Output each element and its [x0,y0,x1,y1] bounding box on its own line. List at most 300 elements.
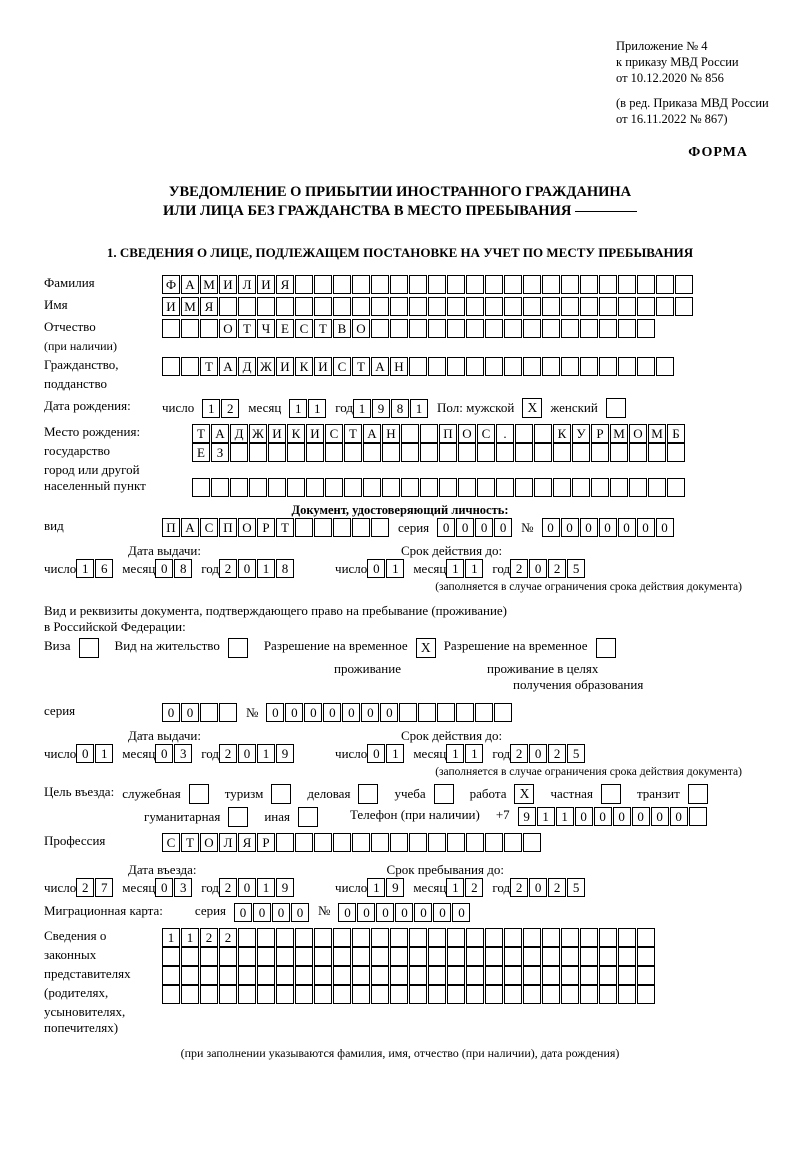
cell[interactable] [371,947,389,966]
cell[interactable]: 0 [376,903,394,922]
birthplace-input-row2[interactable] [192,443,686,462]
cell[interactable] [675,275,693,294]
cell[interactable]: 0 [253,903,271,922]
cell[interactable]: 0 [529,559,547,578]
cell[interactable]: 5 [567,559,585,578]
cell[interactable]: 2 [510,744,528,763]
cell[interactable] [523,985,541,1004]
cell[interactable] [390,275,408,294]
cell[interactable] [409,966,427,985]
cell[interactable] [656,275,674,294]
cell[interactable] [599,985,617,1004]
cell[interactable] [352,518,370,537]
cell[interactable] [314,833,332,852]
cell[interactable]: 1 [95,744,113,763]
cell[interactable]: 0 [613,807,631,826]
cell[interactable] [409,928,427,947]
cell[interactable] [238,297,256,316]
cell[interactable]: 0 [342,703,360,722]
cell[interactable] [485,947,503,966]
id-doc-valid-day-input[interactable] [367,559,405,578]
entry-month-input[interactable] [155,878,193,897]
id-doc-valid-month-input[interactable] [446,559,484,578]
cell[interactable] [523,319,541,338]
cell[interactable] [219,985,237,1004]
cell[interactable] [268,443,286,462]
cell[interactable] [314,985,332,1004]
cell[interactable] [238,947,256,966]
cell[interactable]: 2 [219,559,237,578]
cell[interactable] [333,947,351,966]
cell[interactable] [181,319,199,338]
cell[interactable]: 0 [323,703,341,722]
cell[interactable]: 9 [518,807,536,826]
cell[interactable]: С [325,424,343,443]
cell[interactable]: 9 [386,878,404,897]
cell[interactable]: 0 [361,703,379,722]
cell[interactable] [344,443,362,462]
cell[interactable]: 0 [76,744,94,763]
cell[interactable]: Ж [257,357,275,376]
cell[interactable] [534,424,552,443]
cell[interactable] [447,357,465,376]
cell[interactable] [314,928,332,947]
cell[interactable] [371,985,389,1004]
cell[interactable] [618,297,636,316]
cell[interactable] [667,443,685,462]
stay-doc-issue-year-input[interactable] [219,744,295,763]
cell[interactable]: 0 [599,518,617,537]
residence-checkbox[interactable] [228,638,248,658]
cell[interactable] [523,357,541,376]
cell[interactable] [409,985,427,1004]
edu-residence-checkbox[interactable] [596,638,616,658]
cell[interactable] [618,985,636,1004]
cell[interactable] [371,319,389,338]
cell[interactable]: П [439,424,457,443]
cell[interactable]: 0 [594,807,612,826]
cell[interactable] [504,947,522,966]
cell[interactable]: 2 [548,878,566,897]
purpose-option-checkbox-2[interactable] [358,784,378,804]
cell[interactable]: 2 [548,559,566,578]
cell[interactable] [314,275,332,294]
cell[interactable] [363,478,381,497]
cell[interactable]: И [314,357,332,376]
cell[interactable]: 0 [155,559,173,578]
cell[interactable]: 2 [200,928,218,947]
purpose-option-secondary-checkbox-0[interactable] [228,807,248,827]
cell[interactable]: Т [276,518,294,537]
cell[interactable] [287,443,305,462]
cell[interactable]: Н [390,357,408,376]
cell[interactable] [656,297,674,316]
cell[interactable] [561,275,579,294]
cell[interactable] [485,297,503,316]
visa-checkbox[interactable] [79,638,99,658]
citizenship-input[interactable] [162,357,675,376]
cell[interactable] [466,275,484,294]
cell[interactable]: Ж [249,424,267,443]
cell[interactable] [295,985,313,1004]
cell[interactable] [181,947,199,966]
cell[interactable] [276,833,294,852]
cell[interactable]: 2 [221,399,239,418]
cell[interactable]: 0 [380,703,398,722]
cell[interactable] [618,947,636,966]
cell[interactable]: 0 [357,903,375,922]
cell[interactable] [390,319,408,338]
cell[interactable] [219,297,237,316]
cell[interactable]: С [477,424,495,443]
cell[interactable] [276,297,294,316]
cell[interactable]: И [162,297,180,316]
cell[interactable]: Н [382,424,400,443]
cell[interactable] [418,703,436,722]
cell[interactable]: А [363,424,381,443]
id-doc-issue-year-input[interactable] [219,559,295,578]
purpose-option-secondary-checkbox-1[interactable] [298,807,318,827]
cell[interactable] [352,966,370,985]
cell[interactable] [485,319,503,338]
legal-rep-input-row3[interactable] [162,966,656,985]
cell[interactable] [399,703,417,722]
id-doc-issue-day-input[interactable] [76,559,114,578]
cell[interactable] [420,478,438,497]
cell[interactable]: И [219,275,237,294]
cell[interactable] [352,833,370,852]
cell[interactable] [599,319,617,338]
cell[interactable] [295,947,313,966]
cell[interactable] [637,297,655,316]
cell[interactable] [599,966,617,985]
cell[interactable] [219,966,237,985]
cell[interactable] [333,518,351,537]
purpose-option-checkbox-4[interactable]: Х [514,784,534,804]
cell[interactable] [542,357,560,376]
cell[interactable]: 5 [567,878,585,897]
cell[interactable] [162,966,180,985]
cell[interactable] [390,947,408,966]
cell[interactable]: О [352,319,370,338]
cell[interactable] [580,985,598,1004]
cell[interactable] [287,478,305,497]
cell[interactable] [295,966,313,985]
cell[interactable] [523,275,541,294]
cell[interactable]: 0 [575,807,593,826]
cell[interactable] [447,985,465,1004]
cell[interactable] [504,275,522,294]
cell[interactable]: Я [276,275,294,294]
cell[interactable] [561,947,579,966]
cell[interactable]: 1 [446,744,464,763]
cell[interactable] [610,478,628,497]
cell[interactable] [561,319,579,338]
cell[interactable] [333,966,351,985]
cell[interactable] [504,319,522,338]
cell[interactable]: 1 [257,878,275,897]
cell[interactable] [257,947,275,966]
cell[interactable]: 1 [202,399,220,418]
cell[interactable] [447,297,465,316]
cell[interactable]: О [238,518,256,537]
cell[interactable] [485,985,503,1004]
cell[interactable] [181,966,199,985]
cell[interactable]: 0 [656,518,674,537]
cell[interactable] [333,297,351,316]
cell[interactable]: 0 [162,703,180,722]
purpose-option-checkbox-3[interactable] [434,784,454,804]
cell[interactable]: 2 [219,928,237,947]
cell[interactable] [162,985,180,1004]
cell[interactable] [352,985,370,1004]
cell[interactable] [689,807,707,826]
cell[interactable] [333,928,351,947]
cell[interactable]: И [306,424,324,443]
cell[interactable] [314,297,332,316]
cell[interactable]: 0 [452,903,470,922]
stay-doc-number-input[interactable] [266,703,513,722]
cell[interactable]: 1 [386,559,404,578]
cell[interactable]: 0 [155,744,173,763]
migration-card-number-input[interactable] [338,903,471,922]
id-doc-type-input[interactable] [162,518,390,537]
cell[interactable]: 2 [548,744,566,763]
cell[interactable]: 1 [353,399,371,418]
cell[interactable] [542,947,560,966]
cell[interactable] [230,478,248,497]
cell[interactable] [325,443,343,462]
cell[interactable] [249,443,267,462]
cell[interactable] [485,833,503,852]
cell[interactable]: А [211,424,229,443]
cell[interactable] [200,703,218,722]
cell[interactable] [629,443,647,462]
cell[interactable]: 0 [670,807,688,826]
cell[interactable]: 1 [410,399,428,418]
cell[interactable]: О [219,319,237,338]
cell[interactable] [515,443,533,462]
profession-input[interactable] [162,833,542,852]
name-input[interactable] [162,297,694,316]
cell[interactable]: Т [181,833,199,852]
cell[interactable] [439,443,457,462]
cell[interactable]: 7 [95,878,113,897]
cell[interactable]: . [496,424,514,443]
cell[interactable]: С [200,518,218,537]
cell[interactable] [268,478,286,497]
cell[interactable] [390,833,408,852]
stay-doc-valid-day-input[interactable] [367,744,405,763]
cell[interactable] [352,275,370,294]
birthplace-input-row3[interactable] [192,478,686,497]
cell[interactable]: Л [238,275,256,294]
cell[interactable] [420,443,438,462]
cell[interactable] [466,966,484,985]
cell[interactable] [295,928,313,947]
cell[interactable] [428,275,446,294]
cell[interactable] [371,833,389,852]
legal-rep-input-row4[interactable] [162,985,656,1004]
cell[interactable] [523,928,541,947]
cell[interactable] [382,478,400,497]
cell[interactable] [591,478,609,497]
cell[interactable] [390,297,408,316]
cell[interactable]: П [162,518,180,537]
cell[interactable] [637,966,655,985]
cell[interactable]: 1 [181,928,199,947]
birthdate-month-input[interactable] [289,399,327,418]
cell[interactable]: 1 [386,744,404,763]
cell[interactable] [219,703,237,722]
cell[interactable] [667,478,685,497]
birthdate-day-input[interactable] [202,399,240,418]
cell[interactable] [504,928,522,947]
cell[interactable] [409,833,427,852]
cell[interactable]: 0 [529,878,547,897]
cell[interactable] [428,966,446,985]
cell[interactable]: 2 [76,878,94,897]
cell[interactable] [599,928,617,947]
stay-day-input[interactable] [367,878,405,897]
cell[interactable] [333,833,351,852]
cell[interactable]: 1 [289,399,307,418]
cell[interactable]: В [333,319,351,338]
purpose-option-checkbox-1[interactable] [271,784,291,804]
cell[interactable]: Л [219,833,237,852]
cell[interactable] [637,275,655,294]
cell[interactable]: 0 [637,518,655,537]
cell[interactable] [428,947,446,966]
stay-doc-issue-month-input[interactable] [155,744,193,763]
cell[interactable] [447,319,465,338]
cell[interactable]: 8 [174,559,192,578]
cell[interactable] [276,947,294,966]
stay-doc-issue-day-input[interactable] [76,744,114,763]
cell[interactable]: 8 [391,399,409,418]
cell[interactable] [162,319,180,338]
cell[interactable]: 0 [632,807,650,826]
migration-card-series-input[interactable] [234,903,310,922]
cell[interactable] [515,424,533,443]
cell[interactable] [352,947,370,966]
cell[interactable]: 0 [618,518,636,537]
cell[interactable] [553,478,571,497]
cell[interactable] [439,478,457,497]
cell[interactable]: 0 [456,518,474,537]
cell[interactable] [371,297,389,316]
cell[interactable] [428,833,446,852]
legal-rep-input-row1[interactable] [162,928,656,947]
cell[interactable] [542,297,560,316]
cell[interactable]: 1 [465,559,483,578]
cell[interactable] [306,443,324,462]
cell[interactable] [257,928,275,947]
cell[interactable]: А [181,275,199,294]
cell[interactable]: Е [192,443,210,462]
cell[interactable] [610,443,628,462]
cell[interactable] [230,443,248,462]
cell[interactable] [466,985,484,1004]
cell[interactable] [456,703,474,722]
cell[interactable] [580,966,598,985]
cell[interactable] [371,966,389,985]
cell[interactable] [637,357,655,376]
sex-female-checkbox[interactable] [606,398,626,418]
cell[interactable]: 9 [372,399,390,418]
cell[interactable]: 0 [285,703,303,722]
birthplace-input-row1[interactable] [192,424,686,443]
cell[interactable] [618,966,636,985]
cell[interactable]: 1 [162,928,180,947]
cell[interactable]: З [211,443,229,462]
cell[interactable] [363,443,381,462]
cell[interactable] [637,319,655,338]
cell[interactable] [580,297,598,316]
cell[interactable]: 2 [465,878,483,897]
cell[interactable] [599,947,617,966]
cell[interactable]: 0 [266,703,284,722]
cell[interactable] [458,478,476,497]
cell[interactable] [485,357,503,376]
cell[interactable] [572,478,590,497]
cell[interactable]: 0 [414,903,432,922]
cell[interactable] [523,947,541,966]
purpose-option-checkbox-5[interactable] [601,784,621,804]
cell[interactable]: 0 [238,744,256,763]
cell[interactable]: 2 [510,878,528,897]
cell[interactable] [162,357,180,376]
cell[interactable]: М [200,275,218,294]
cell[interactable]: Т [192,424,210,443]
cell[interactable] [534,443,552,462]
phone-input[interactable] [518,807,708,826]
cell[interactable]: 0 [181,703,199,722]
cell[interactable]: Ч [257,319,275,338]
cell[interactable] [306,478,324,497]
cell[interactable]: О [629,424,647,443]
cell[interactable]: 1 [308,399,326,418]
cell[interactable] [599,275,617,294]
cell[interactable] [352,297,370,316]
cell[interactable] [599,357,617,376]
cell[interactable] [561,928,579,947]
cell[interactable]: 0 [494,518,512,537]
cell[interactable] [238,985,256,1004]
cell[interactable] [648,443,666,462]
cell[interactable]: М [181,297,199,316]
cell[interactable]: Р [257,518,275,537]
cell[interactable] [542,275,560,294]
cell[interactable]: К [553,424,571,443]
cell[interactable] [276,985,294,1004]
cell[interactable] [553,443,571,462]
cell[interactable] [447,928,465,947]
cell[interactable]: 5 [567,744,585,763]
cell[interactable]: А [181,518,199,537]
entry-day-input[interactable] [76,878,114,897]
cell[interactable] [542,319,560,338]
cell[interactable]: 0 [529,744,547,763]
cell[interactable] [257,985,275,1004]
cell[interactable] [637,985,655,1004]
cell[interactable]: М [648,424,666,443]
cell[interactable]: Е [276,319,294,338]
sex-male-checkbox[interactable]: Х [522,398,542,418]
cell[interactable]: 0 [395,903,413,922]
cell[interactable] [238,966,256,985]
cell[interactable] [238,928,256,947]
